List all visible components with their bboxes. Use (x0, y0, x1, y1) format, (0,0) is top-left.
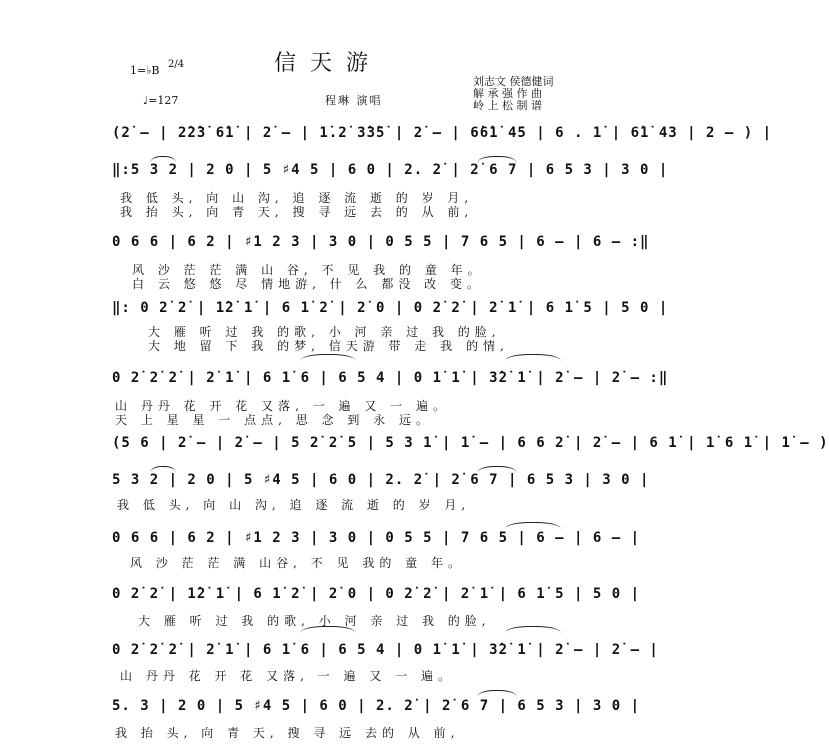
score-line-2-lyric-2: 我 抬 头, 向 青 天, 搜 寻 远 去 的 从 前, (120, 205, 474, 219)
key-signature: 1=♭B (130, 64, 160, 77)
score-line-3-notes: 0 6 6 | 6 2 | ♯1 2 3 | 3 0 | 0 5 5 | 7 6 5 | 6 – | 6 – :‖ (112, 234, 650, 250)
slur (477, 156, 517, 163)
score-line-4-lyric-1: 大 雁 听 过 我 的歌, 小 河 亲 过 我 的脸, (148, 325, 501, 339)
credits (473, 76, 554, 112)
score-line-11-lyric-1: 我 抬 头, 向 青 天, 搜 寻 远 去的 从 前, (115, 726, 460, 740)
time-signature (168, 60, 184, 70)
score-line-2-notes: ‖:5 3 2 | 2 0 | 5 ♯4 5 | 6 0 | 2. 2̇ | 2̇ 6 7 | 6 5 3 | 3 0 | (112, 162, 669, 178)
score-line-6-notes: (5 6 | 2̇ – | 2̇ – | 5 2̇ 2̇ 5 | 5 3 1̇ | 1̇ – | 6 6 2̇ | 2̇ – | 6 1̇ | 1̇ 6 1̇ | 1̇ – ) (112, 435, 829, 451)
slur (300, 354, 356, 361)
score-line-8-notes: 0 6 6 | 6 2 | ♯1 2 3 | 3 0 | 0 5 5 | 7 6 5 | 6 – | 6 – | (112, 530, 641, 546)
page-title: 信天游 (274, 51, 383, 76)
score-line-9-notes: 0 2̇ 2̇ | 1̇2̇ 1̇ | 6 1̇ 2̇ | 2̇ 0 | 0 2̇ 2̇ | 2̇ 1̇ | 6 1̇ 5 | 5 0 | (112, 586, 641, 602)
score-line-9-lyric-1: 大 雁 听 过 我 的歌, 小 河 亲 过 我 的脸, (138, 614, 491, 628)
slur (505, 354, 561, 361)
score-line-5-notes: 0 2̇ 2̇ 2̇ | 2̇ 1̇ | 6 1̇ 6 | 6 5 4 | 0 1̇ 1̇ | 3̇2̇ 1̇ | 2̇ – | 2̇ – :‖ (112, 370, 669, 386)
score-line-2-lyric-1: 我 低 头, 向 山 沟, 追 逐 流 逝 的 岁 月, (120, 191, 474, 205)
score-line-7-lyric-1: 我 低 头, 向 山 沟, 追 逐 流 逝 的 岁 月, (117, 498, 471, 512)
score-line-7-notes: 5 3 2 | 2 0 | 5 ♯4 5 | 6 0 | 2. 2̇ | 2̇ 6 7 | 6 5 3 | 3 0 | (112, 472, 650, 488)
credit-lyricist: 刘志文 侯德健词 (473, 75, 554, 88)
time-signature-label: 2/4 (168, 59, 185, 70)
score-line-5-lyric-1: 山 丹丹 花 开 花 又落, 一 遍 又 一 遍。 (115, 399, 450, 413)
score-line-1-notes: (2̇ – | 2̇2̇3̇ 6̇1̇ | 2̇ – | 1̇.2̇ 3̇3̇5̇ | 2̇ – | 6̇6̇1̇ 45 | 6 . 1̇ | 6̇1̇ 43 | 2 – ) | (112, 125, 773, 141)
slur (150, 156, 176, 163)
credit-composer: 解 承 强 作 曲 (473, 87, 542, 100)
slur (477, 466, 517, 473)
score-line-10-lyric-1: 山 丹丹 花 开 花 又落, 一 遍 又 一 遍。 (120, 669, 455, 683)
score-line-8-lyric-1: 风 沙 茫 茫 满 山谷, 不 见 我的 童 年。 (130, 556, 465, 570)
score-line-3-lyric-2: 白 云 悠 悠 尽 情地游, 什 么 都没 改 变。 (132, 277, 484, 291)
tempo-mark: ♩=127 (143, 94, 179, 107)
performer: 程琳 演唱 (325, 94, 383, 107)
score-line-5-lyric-2: 天 上 星 星 一 点点, 思 念 到 永 远。 (115, 413, 433, 427)
slur (300, 626, 356, 633)
slur (505, 522, 561, 529)
slur (477, 690, 517, 697)
score-line-10-notes: 0 2̇ 2̇ 2̇ | 2̇ 1̇ | 6 1̇ 6 | 6 5 4 | 0 1̇ 1̇ | 3̇2̇ 1̇ | 2̇ – | 2̇ – | (112, 642, 659, 658)
score-line-4-lyric-2: 大 地 留 下 我 的梦, 信天游 带 走 我 的情, (148, 339, 509, 353)
slur (505, 626, 561, 633)
score-line-3-lyric-1: 风 沙 茫 茫 满 山 谷, 不 见 我 的 童 年。 (132, 263, 485, 277)
credit-transcriber: 岭 上 松 制 谱 (473, 99, 542, 112)
score-line-11-notes: 5. 3 | 2 0 | 5 ♯4 5 | 6 0 | 2. 2̇ | 2̇ 6 7 | 6 5 3 | 3 0 | (112, 698, 641, 714)
score-line-4-notes: ‖: 0 2̇ 2̇ | 1̇2̇ 1̇ | 6 1̇ 2̇ | 2̇ 0 | 0 2̇ 2̇ | 2̇ 1̇ | 6 1̇ 5 | 5 0 | (112, 300, 669, 316)
slur (150, 466, 176, 473)
